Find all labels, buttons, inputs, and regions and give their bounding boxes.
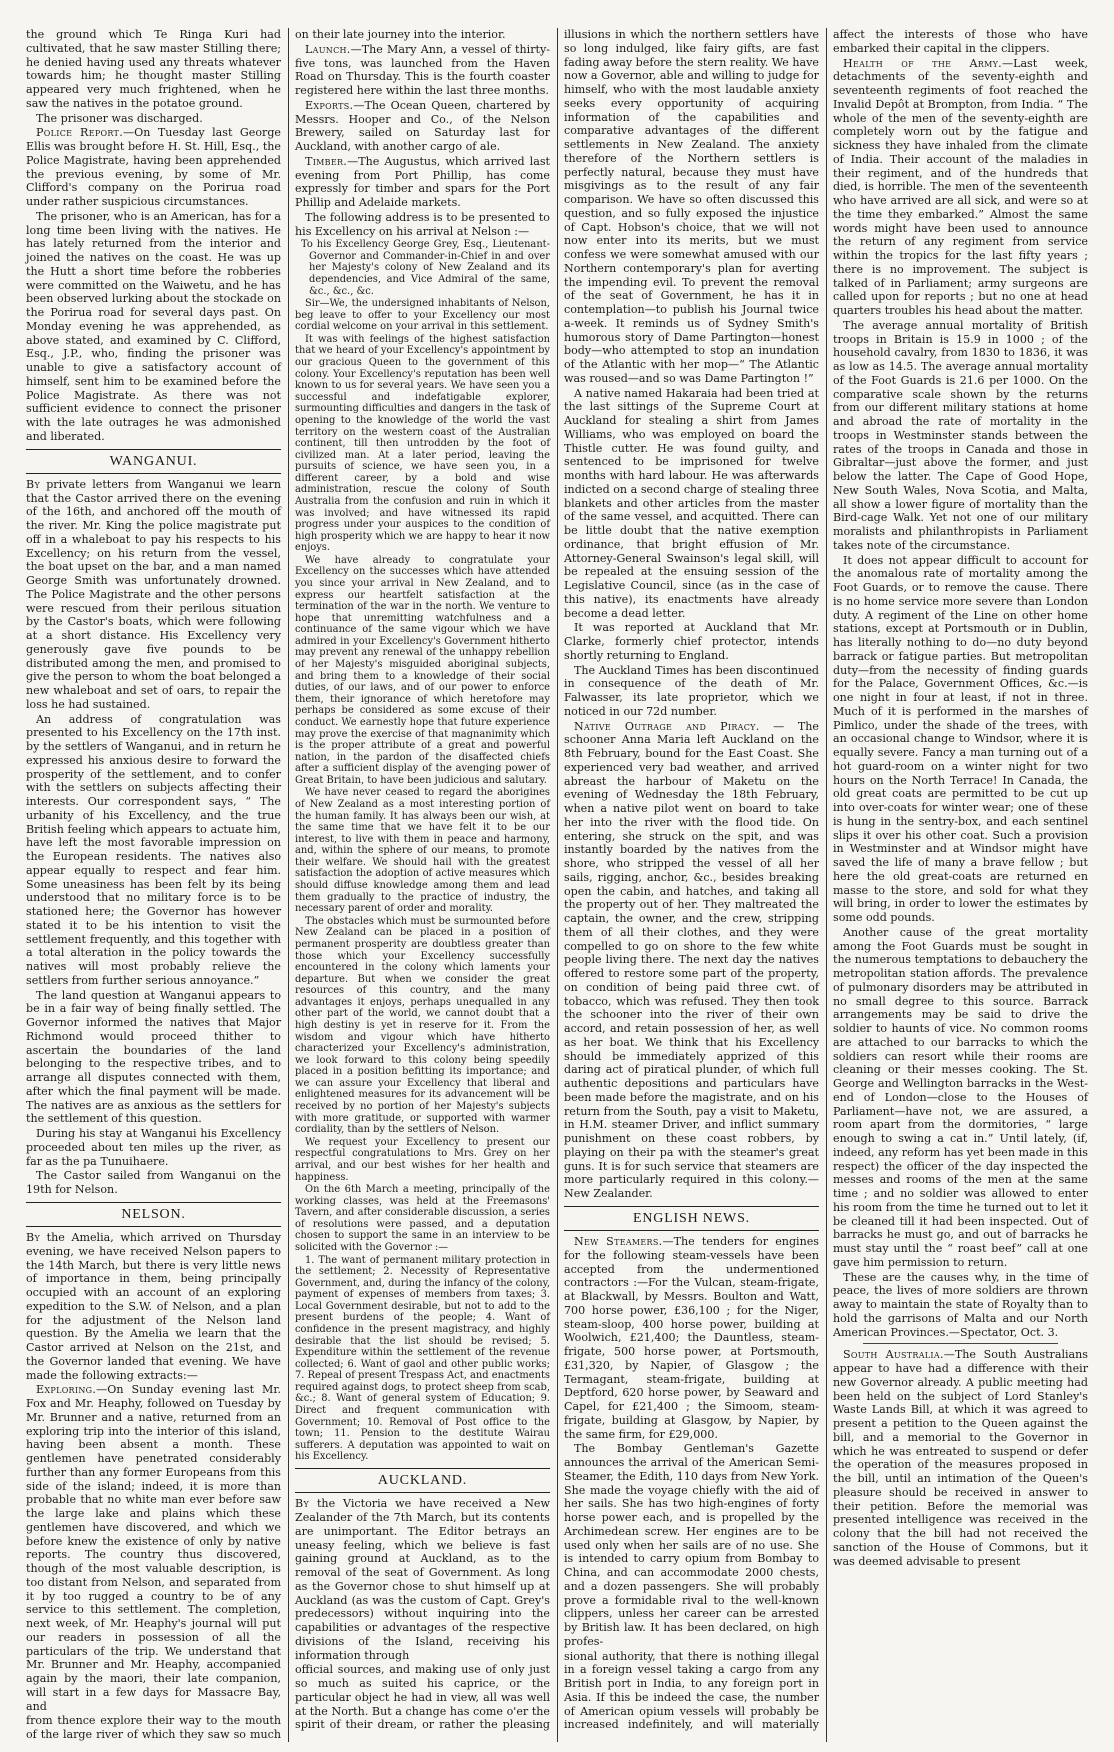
paragraph: These are the causes why, in the time of peace, the lives of more soldiers are thrown away to maintain the state of Royalty than to hold the garrisons of Malta and our North American Provinces.—Spectator, Oct. 3. [833,1270,1088,1339]
address-salutation: To his Excellency George Grey, Esq., Lieutenant-Governor and Commander-in-Chief in and over her Majesty's colony of New Zealand and its dependencies, and Vice Admiral of the same, &c., &c., &c. [301,239,550,297]
paragraph-text: —The tenders for engines for the following steam-vessels have been accepted from the undermentioned contractors :—For the Vulcan, steam-frigate, at Blackwall, by Messrs. Boulton and Watt, 700 horse power, £36,100 ; for the Niger, steam-sloop, 400 horse power, building at Woolwich, £21,400; the Dauntless, steam-frigate, 500 horse power, at Portsmouth, £31,320, by Napier, of Glasgow ; the Termagant, steam-frigate, building at Deptford, 620 horse power, by Seaward and Capel, for £21,400 ; the Simoom, steam-frigate, building at Glasgow, by Napier, by the same firm, for £29,000. [564,1235,820,1441]
police-report-article [26,126,281,209]
section-heading-wanganui: WANGANUI. [26,449,281,474]
south-australia-article [833,1348,1088,1568]
section-title: Health of the Army. [843,56,1002,70]
paragraph: The Auckland Times has been discontinued in consequence of the death of Mr. Falwasser, its late proprietor, which we noticed in our 72d number. [564,663,819,718]
section-heading-nelson: NELSON. [26,1202,281,1227]
section-title: South Australia. [843,1348,944,1362]
lead-word: By [26,477,41,491]
paragraph-text: private letters from Wanganui we learn that the Castor arrived there on the evening of the 16th, and anchored off the mouth of the river. Mr. King the police magistrate put off in a whaleboat to pay his respects to his Excellency; on his return from the vessel, the boat upset on the bar, and a man named George Smith was unfortunately drowned. The Police Magistrate and the other persons were rescued from their perilous situation by the Castor's boats, which were following at a short distance. His Excellency very generously gave five pounds to be distributed among the men, and promised to give the person to whom the boat belonged a new whaleboat and set of oars, to repair the loss he had sustained. [26,477,281,711]
steamers-article [564,1235,819,1441]
paragraph: Another cause of the great mortality among the Foot Guards must be sought in the numerous temptations to debauchery the metropolitan station affords. The prevalence of pulmonary disorders may be attributed in no small degree to this source. Barrack arrangements may be said to drive the soldier to haunts of vice. No common rooms are attached to our barracks to which the soldiers can resort while their rooms are cleaning or their messes cooking. The St. George and Wellington barracks in the West-end of London—close to the Houses of Parliament—have not, we are assured, a room apart from the dormitories, “ large enough to swing a cat in.” Until lately, (if, indeed, any reform has yet been made in this respect) the officer of the day inspected the messes and rooms of the men at the same time ; and no soldier was allowed to enter his room from the time he turned out to let it be cleaned till it had been inspected. Out of barracks he must go, and out of barracks he must stay until the “ roast beef” call at one gave him permission to return. [833,925,1088,1269]
paragraph: The prisoner was discharged. [36,111,203,125]
paragraph: The average annual mortality of British troops in Britain is 15.9 in 1000 ; of the household cavalry, from 1830 to 1836, it was as low as 14.5. The average annual mortality of the Foot Guards is 21.6 per 1000. On the comparative scale shown by the returns from our different military stations at home and abroad the rate of mortality in the troops in Westminster stands between the rates of the troops in Canada and those in Gibraltar—just above the former, and just below the latter. The Cape of Good Hope, New South Wales, Nova Scotia, and Malta, all show a lower figure of mortality than the Bird-cage Walk. Yet not one of our military moralists and philanthropists in Parliament takes note of the circumstance. [833,318,1088,552]
auckland-article [295,1497,550,1662]
address-paragraph: On the 6th March a meeting, principally of the working classes, was held at the Freemasons' Tavern, and after considerable discussion, a series of resolutions were passed, and a deputation chosen to support the same in an interview to be solicited with the Governor :— [295,1184,550,1253]
paragraph: A native named Hakaraia had been tried at the last sittings of the Supreme Court at Auckland for stealing a shirt from James Williams, who was employed on board the Thistle cutter. He was found guilty, and sentenced to be imprisoned for twelve months with hard labour. He was afterwards indicted on a second charge of stealing three blankets and other articles from the master of the same vessel, and acquitted. There can be little doubt that the native exemption ordinance, that bright effusion of Mr. Attorney-General Swainson's legal skill, will be repealed at the ensuing session of the Legislative Council, since (as in the case of this native), its enactments have already become a dead letter. [564,386,819,620]
paragraph: The Castor sailed from Wanganui on the 19th for Nelson. [26,1169,281,1197]
section-title: Timber. [305,154,348,168]
address-paragraph: We have never ceased to regard the aborigines of New Zealand as a most interesting portion of the human family. It has always been our wish, at the same time that we have felt it to be our interest, to live with them in peace and harmony, and, within the sphere of our means, to promote their welfare. We should hail with the greatest satisfaction the adoption of active measures which should diffuse knowledge among them and lead them gradually to the practice of industry, the necessary parent of order and morality. [295,787,550,915]
address-paragraph: We have already to congratulate your Excellency on the successes which have attended you since your arrival in New Zealand, and to express our heartfelt satisfaction at the termination of the war in the north. We venture to hope that unremitting watchfulness and a continuance of the same vigour which we have admired in your Excellency's Government hitherto may prevent any renewal of the unhappy rebellion of her Majesty's misguided aboriginal subjects, and bring them to a knowledge of their social duties, of our laws, and of our power to enforce them, their ignorance of which heretofore may perhaps be considered as some excuse of their conduct. We earnestly hope that future experience may prove the exercise of that magnanimity which is the proper attribute of a great and powerful nation, in the pardon of the disaffected chiefs after a sufficient display of the avenging power of Great Britain, to have been judicious and salutary. [295,554,550,786]
paragraph-text: the Amelia, which arrived on Thursday evening, we have received Nelson papers to the 14th March, but there is very little news of importance in them, being principally occupied with an account of an exploring expedition to the S.W. of Nelson, and a plan for the adjustment of the Nelson land question. By the Amelia we learn that the Castor arrived at Nelson on the 21st, and the Governor landed that evening. We have made the following extracts:— [26,1231,281,1382]
paragraph-text: —Last week, detachments of the seventy-eighth and seventeenth regiments of foot reached the Invalid Depôt at Brompton, from India. “ The whole of the men of the seventy-eighth are completely worn out by the fatigue and sickness they have inhaled from the climate of India. Their account of the maladies in their regiment, and of the hundreds that died, is horrible. The men of the seventeenth who have arrived are all sick, and were so at the time they embarked.” Almost the same words might have been used to announce the return of any regiment from service within the tropics for the last fifty years ; there is no improvement. The subject is talked of in Parliament; army surgeons are called upon for reports ; but no one at head quarters troubles his head about the matter. [833,56,1088,317]
article-continuation: sional authority, that there is nothing illegal in a foreign vessel taking a cargo from any British port in India, to any foreign port in Asia. If this be indeed the case, the number of American opium vessels will probably be increased indefinitely, and will materially affect the interests of those who have embarked their capital in the clippers. [564,28,1088,1732]
paragraph-text: —The South Australians appear to have had a difference with their new Governor already. A public meeting had been held on the subject of Lord Stanley's Waste Lands Bill, at which it was agreed to present a petition to the Queen against the bill, and a memorial to the Governor in which he was entreated to suspend or defer the operation of the measures proposed in the bill, until an intimation of the Queen's pleasure should be received in answer to their petition. Before the memorial was presented intelligence was received in the colony that the bill had not received the sanction of the House of Commons, but it was deemed advisable to present [833,1348,1089,1568]
exploring-article [26,1383,281,1713]
piracy-article [564,720,819,1201]
wanganui-article [26,478,281,712]
article-continuation: from thence explore their way to the mouth of the large river of which they saw so much on their late journey into the interior. [26,28,506,1742]
address-paragraph: Sir—We, the undersigned inhabitants of Nelson, beg leave to offer to your Excellency our most cordial welcome on your arrival in this settlement. [295,298,550,333]
section-title: Native Outrage and Piracy. [574,719,760,733]
paragraph-text: —The Ocean Queen, chartered by Messrs. Hooper and Co., of the Nelson Brewery, sailed on Saturday last for Auckland, with another cargo of ale. [295,98,550,153]
paragraph: The following address is to be presented to his Excellency on his arrival at Nelson :— [295,210,550,238]
paragraph-text: the Victoria we have received a New Zealander of the 7th March, but its contents are unimportant. The Editor betrays an uneasy feeling, which we believe is fast gaining ground at Auckland, as to the removal of the seat of Government. As long as the Governor chose to shut himself up at Auckland (as was the custom of Capt. Grey's predecessors) without inquiring into the capabilities or advantages of the respective divisions of the Island, receiving his information through [295,1497,550,1662]
section-heading-auckland: AUCKLAND. [295,1468,550,1493]
address-paragraph: The obstacles which must be surmounted before New Zealand can be placed in a position of permanent prosperity are doubtless greater than those which your Excellency successfully encountered in the colony which laments your departure. But when we consider the great resources of this country, and the many advantages it enjoys, perhaps unequalled in any other part of the world, we cannot doubt that a high destiny is yet in reserve for it. From the wisdom and vigour which have hitherto characterized your Excellency's administration, we look forward to this colony being speedily placed in a position befitting its importance; and we can assure your Excellency that liberal and enlightened measures for its advancement will be received by no portion of her Majesty's subjects with more gratitude, or supported with warmer cordiality, than by the settlers of Nelson. [295,915,550,1136]
paragraph: It was reported at Auckland that Mr. Clarke, formerly chief protector, intends shortly returning to England. [564,621,819,662]
section-title: New Steamers. [574,1235,663,1249]
paragraph: An address of congratulation was presented to his Excellency on the 17th inst. by the settlers of Wanganui, and in return he expressed his anxious desire to forward the prosperity of the settlement, and to confer with the settlers on subjects affecting their interests. Our correspondent says, “ The urbanity of his Excellency, and the true British feeling which appears to actuate him, have left the most favorable impression on the European residents. The natives also appear equally to respect and fear him. Some uneasiness has been felt by its being understood that no military force is to be stationed here; the Governor has however stated it to be his intention to visit the settlement frequently, and this together with a total alteration in the policy towards the natives will most probably relieve the settlers from further serious annoyance.” [26,712,281,987]
address-paragraph: We request your Excellency to present our respectful congratulations to Mrs. Grey on her arrival, and our best wishes for her health and happiness. [295,1136,550,1183]
paragraph: It does not appear difficult to account for the anomalous rate of mortality among the Foot Guards, or to remove the cause. There is no home service more severe than London duty. A regiment of the Line on other home stations, except at Portsmouth or in Dublin, has literally nothing to do—no duty beyond barrack or fatigue parties. But metropolitan duty—from the necessity of finding guards for the Palace, Government Offices, &c.—is one night in four at least, if not in three. Much of it is performed in the marshes of Pimlico, under the shade of the trees, with an occasional change to Windsor, where it is equally severe. Fancy a man turning out of a hot guard-room on a winter night for two hours on the North Terrace! In Canada, the old great coats are permitted to be cut up into over-coats for winter wear; one of these is hung in the sentry-box, and each sentinel slips it over his other coat. Such a provision in Westminster and at Windsor might have saved the life of many a brave fellow ; but here the old great-coats are returned en masse to the store, and sold for what they will bring, in order to lower the estimates by some odd pounds. [833,553,1088,924]
address-paragraph: 1. The want of permanent military protection in the settlement; 2. Necessity of Representative Government, and, during the infancy of the colony, payment of expenses of members from taxes; 3. Local Government desirable, but not to add to the present burdens of the people; 4. Want of confidence in the present magistracy, and highly desirable that the list should be revised; 5. Expenditure within the settlement of the revenue collected; 6. Want of gaol and other public works; 7. Repeal of present Trespass Act, and enactments required against dogs, to protect sheep from scab, &c.; 8. Want of general system of Education; 9. Direct and frequent communication with Government; 10. Removal of Post office to the town; 11. Pension to the destitute Wairau sufferers. A deputation was appointed to wait on his Excellency. [295,1254,550,1463]
section-heading-english-news: ENGLISH NEWS. [564,1206,819,1231]
paragraph-text: —The Mary Ann, a vessel of thirty-five tons, was launched from the Haven Road on Thursday. This is the fourth coaster registered here within the last three months. [295,42,550,97]
lead-word: By [26,1231,41,1245]
article-continuation: official sources, and making use of only just so much as suited his caprice, or the particular object he had in view, all was well at the North. But a change has come o'er the spirit of their dream, or rather the pleasing illusions in which the northern settlers have so long indulged, like fairy gifts, are fast fading away before the stern reality. We have now a Governor, able and willing to judge for himself, who with the most laudable anxiety seeks every opportunity of acquiring information of the capabilities and comparative advantages of the different settlements in New Zealand. The anxiety therefore of the Northern settlers is perfectly natural, because they must have misgivings as to the result of any fair comparison. We have so often discussed this question, and so fully exposed the injustice of Capt. Hobson's choice, that we will not now enter into its merits, but we must confess we were somewhat amused with our Northern contemporary's plan for averting the impending evil. To prevent the removal of the seat of Government, he has it in contemplation—to publish his Journal twice a-week. It reminds us of Sydney Smith's humorous story of Dame Partington—honest body—who attempted to stop an inundation of the Atlantic with her mop—“ The Atlantic was roused—and so was Dame Partington !” [295,28,819,1732]
divider [863,1343,1058,1344]
paragraph: The prisoner, who is an American, has for a long time been living with the natives. He has lately returned from the interior and joined the natives on the coast. He was up the Hutt a short time before the robberies were committed on the Waiwetu, and he has been observed lurking about the stockade on the Porirua road for several days past. On Monday evening he was apprehended, as above stated, and examined by C. Clifford, Esq., J.P., who, finding the prisoner was unable to give a satisfactory account of himself, sent him to be examined before the Police Magistrate. As there was not sufficient evidence to connect the prisoner with the late outrages he was admonished and liberated. [26,209,281,443]
launch-article [295,43,550,98]
lead-word: By [295,1497,310,1511]
section-title: Exploring. [36,1383,97,1397]
article-continuation: the ground which Te Ringa Kuri had cultivated, that he saw master Stilling there; he denied having used any threats whatever towards him; he thought master Stilling appeared very much frightened, when he saw the natives in the potatoe ground. [26,28,281,110]
timber-article [295,155,550,210]
paragraph: The land question at Wanganui appears to be in a fair way of being finally settled. The Governor informed the natives that Major Richmond would proceed thither to ascertain the boundaries of the land belonging to the respective tribes, and to arrange all disputes connected with them, after which the final payment will be made. The natives are as anxious as the settlers for the settlement of this question. [26,988,281,1126]
paragraph-text: — The schooner Anna Maria left Auckland on the 8th February, bound for the East Coast. She experienced very bad weather, and arrived abreast the harbour of Maketu on the evening of Wednesday the 18th February, when a native pilot went on board to take her into the river with the flood tide. On entering, she struck on the spit, and was instantly boarded by the natives from the shore, who stripped the vessel of all her sails, rigging, anchor, &c., besides breaking open the cabin, and hatches, and taking all the property out of her. They maltreated the captain, the owner, and the crew, stripping them of all their clothes, and they were compelled to go on shore to the few white people living there. The next day the natives offered to restore some part of the property, on condition of being paid three cwt. of tobacco, which was refused. They then took the schooner into the river of their own accord, and retain possession of her, as well as her boat. We think that his Excellency should be immediately apprized of this daring act of piratical plunder, of which full authentic depositions and particulars have been made before the magistrate, and on his return from the South, pay a visit to Maketu, in H.M. steamer Driver, and inflict summary punishment on these coast robbers, by playing on their pa with the steamer's great guns. It is for such service that steamers are more particularly required in this colony.—New Zealander. [564,719,819,1200]
paragraph-text: —On Sunday evening last Mr. Fox and Mr. Heaphy, followed on Tuesday by Mr. Brunner and a native, returned from an exploring trip into the interior of this island, having been absent a month. These gentlemen have penetrated considerably further than any former Europeans from this side of the island; indeed, it is more than probable that no white man ever before saw the large lake and plains which these gentlemen have discovered, and which we before knew the existence of only by native reports. The country thus discovered, though of the most valuable description, is too distant from Nelson, and separated from it by too rugged a country to be of any service to this settlement. The completion, next week, of Mr. Heaphy's journal will put our readers in possession of all the particulars of the trip. We understand that Mr. Brunner and Mr. Heaphy, accompanied again by the maori, their late companion, will start in a few days for Massacre Bay, and [26,1383,281,1713]
paragraph-text: —On Tuesday last George Ellis was brought before H. St. Hill, Esq., the Police Magistrate, having been apprehended the previous evening, by some of Mr. Clifford's company on the Porirua road under rather suspicious circumstances. [26,126,282,208]
paragraph-text: —The Augustus, which arrived last evening from Port Phillip, has come expressly for timber and spars for the Port Phillip and Adelaide markets. [295,154,550,209]
address-paragraph: It was with feelings of the highest satisfaction that we heard of your Excellency's appointment by our gracious Queen to the government of this colony. Your Excellency's reputation has been well known to us for several years. We have seen you a successful and indefatigable explorer, surmounting difficulties and dangers in the task of opening to the knowledge of the world the vast territory on the western coast of the Australian continent, till then untrodden by the foot of civilized man. At a later period, leaving the pursuits of science, we have seen you, in a different career, by a bold and wise administration, rescue the colony of South Australia from the confusion and ruin in which it was involved; and have witnessed its rapid progress under your auspices to the condition of high prosperity which we are happy to hear it now enjoys. [295,333,550,554]
section-title: Exports. [305,98,354,112]
paragraph: During his stay at Wanganui his Excellency proceeded about ten miles up the river, as far as the pa Tunuihaere. [26,1127,281,1168]
section-title: Launch. [305,42,351,56]
nelson-article [26,1231,281,1382]
section-title: Police Report. [36,126,124,140]
army-health-article [833,57,1088,318]
paragraph: The Bombay Gentleman's Gazette announces the arrival of the American Semi-Steamer, the Edith, 110 days from New York. She made the voyage chiefly with the aid of her sails. She has two high-engines of forty horse power each, and is propelled by the Archimedean screw. Her engines are to be used only when her sails are of no use. She is intended to carry opium from Bombay to China, and can accommodate 2000 chests, and a dozen passengers. She will probably prove a formidable rival to the well-known clippers, unless her career can be arrested by British law. It has been declared, on high profes- [564,1442,819,1648]
exports-article [295,99,550,154]
